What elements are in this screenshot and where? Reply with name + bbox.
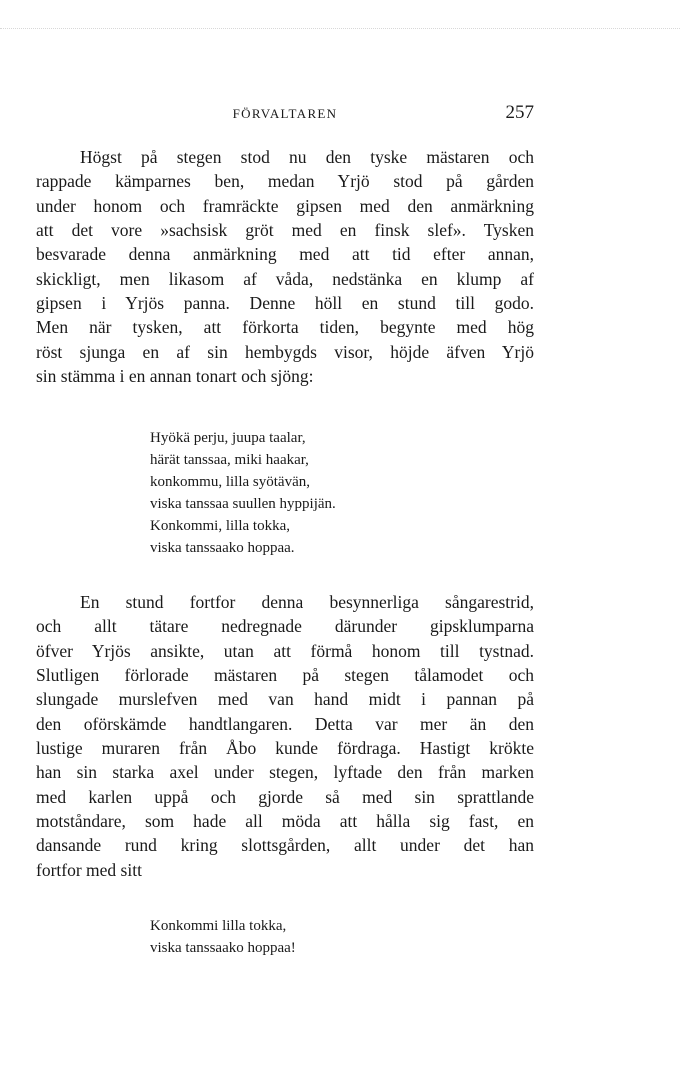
paragraph-2 <box>36 590 534 882</box>
paragraph-line: och allt tätare nedregnade därunder gipsklumparna <box>36 616 534 637</box>
paragraph-line: gipsen i Yrjös panna. Denne höll en stund till godo. <box>36 293 534 314</box>
paragraph-line: öfver Yrjös ansikte, utan att förmå honom till tystnad. <box>36 640 534 661</box>
verse-line: konkommu, lilla syötävän, <box>150 474 310 490</box>
running-title: FÖRVALTAREN <box>232 106 338 121</box>
verse-line: viska tanssaako hoppaa! <box>150 940 296 956</box>
verse-line: viska tanssaa suullen hyppijän. <box>150 496 336 512</box>
paragraph-line: slungade murslefven med van hand midt i pannan på <box>36 689 534 710</box>
paragraph-line: under honom och framräckte gipsen med den anmärkning <box>36 195 534 216</box>
paragraph-line: dansande rund kring slottsgården, allt under det han <box>36 835 534 856</box>
paragraph-line: med karlen uppå och gjorde så med sin sprattlande <box>36 786 534 807</box>
paragraph-line: rappade kämparnes ben, medan Yrjö stod på gården <box>36 171 534 192</box>
verse-line: härät tanssaa, miki haakar, <box>150 452 309 468</box>
paragraph-line: röst sjunga en af sin hembygds visor, höjde äfven Yrjö <box>36 341 534 362</box>
paragraph-line: skickligt, men likasom af våda, nedstänka en klump af <box>36 268 534 289</box>
paragraph-line: besvarade denna anmärkning med att tid efter annan, <box>36 244 534 265</box>
page-number: 257 <box>505 102 534 123</box>
paragraph-line: den oförskämde handtlangaren. Detta var mer än den <box>36 713 534 734</box>
paragraph-line: sin stämma i en annan tonart och sjöng: <box>36 366 314 387</box>
paragraph-line: fortfor med sitt <box>36 859 142 880</box>
paragraph-1 <box>36 145 534 388</box>
scan-edge-rule <box>0 28 680 29</box>
verse-line: Konkommi, lilla tokka, <box>150 518 290 534</box>
paragraph-line: Men när tysken, att förkorta tiden, begynte med hög <box>36 317 534 338</box>
paragraph-line: han sin starka axel under stegen, lyftade den från marken <box>36 762 534 783</box>
verse-1 <box>150 427 336 559</box>
verse-line: Konkommi lilla tokka, <box>150 918 287 934</box>
verse-line: viska tanssaako hoppaa. <box>150 540 295 556</box>
verse-2 <box>150 915 296 959</box>
paragraph-line: motståndare, som hade all möda att hålla sig fast, en <box>36 811 534 832</box>
paragraph-line: att det vore »sachsisk gröt med en finsk slef». Tysken <box>36 220 534 241</box>
running-head <box>36 104 534 128</box>
paragraph-line: En stund fortfor denna besynnerliga sångarestrid, <box>80 592 534 612</box>
verse-line: Hyökä perju, juupa taalar, <box>150 430 306 446</box>
paragraph-line: Slutligen förlorade mästaren på stegen tålamodet och <box>36 665 534 686</box>
paragraph-line: lustige muraren från Åbo kunde fördraga. Hastigt krökte <box>36 738 534 759</box>
paragraph-line: Högst på stegen stod nu den tyske mästaren och <box>80 147 534 167</box>
